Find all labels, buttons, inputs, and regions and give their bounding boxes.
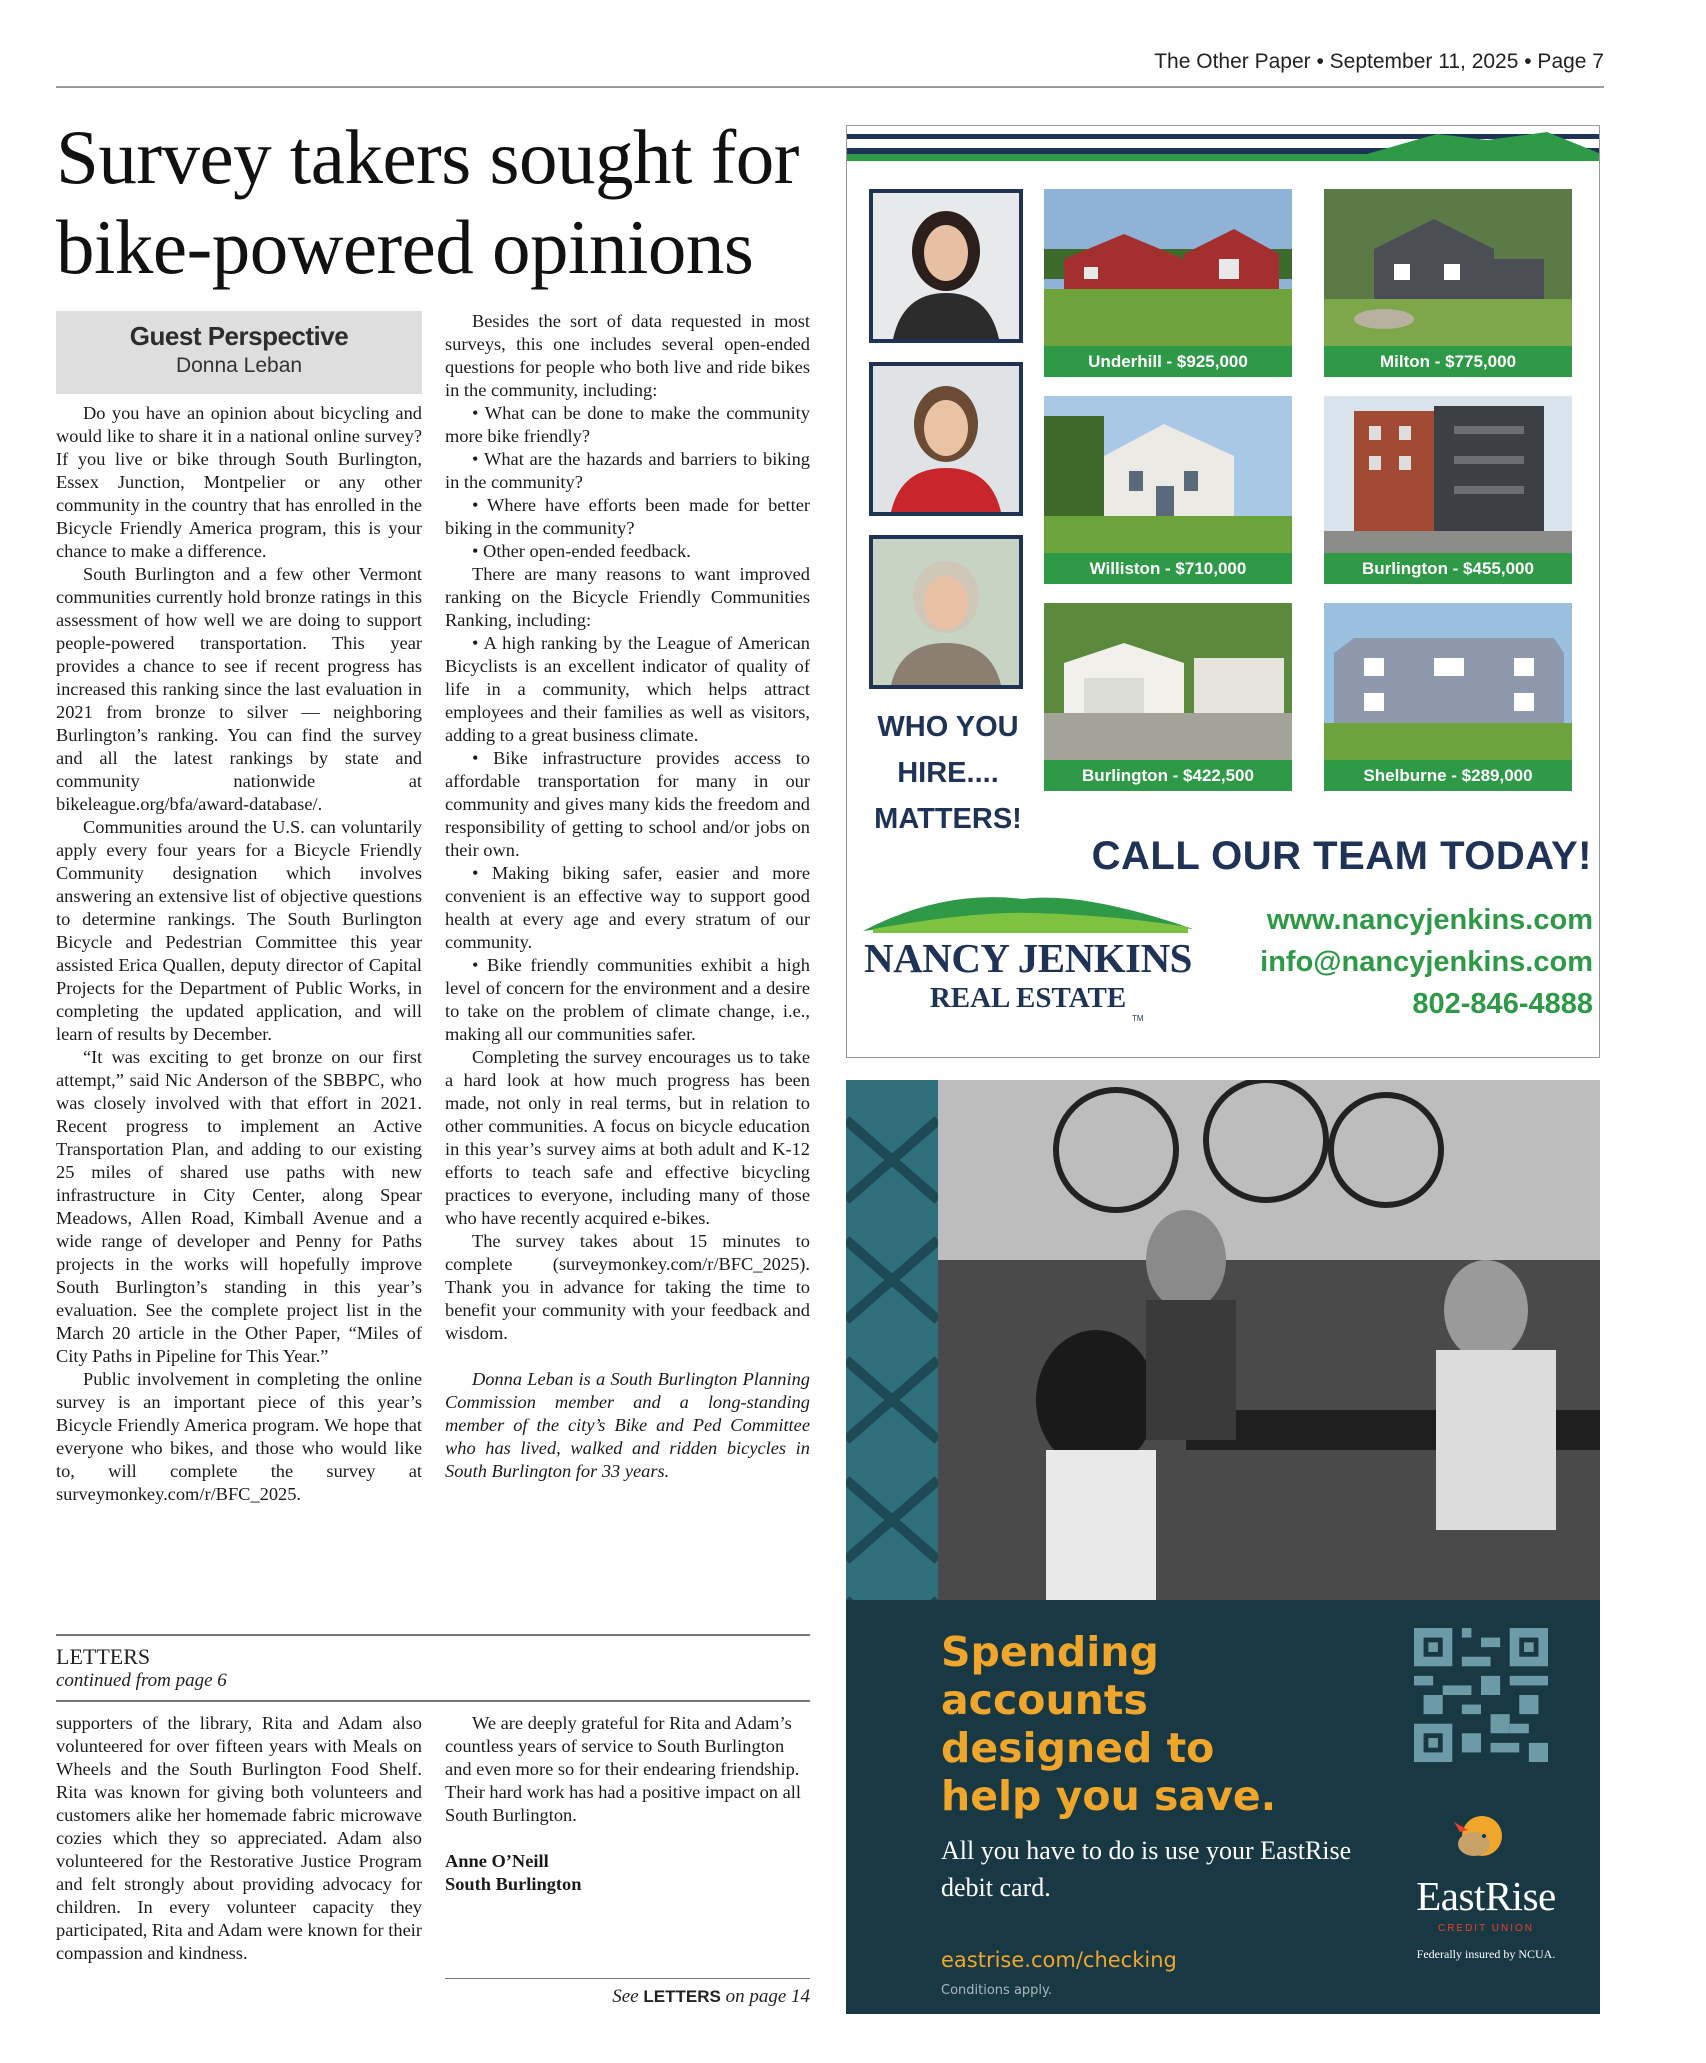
call-to-action: CALL OUR TEAM TODAY! [1091, 834, 1592, 878]
phone-number: 802-846-4888 [1412, 988, 1593, 1020]
tagline-line: WHO YOU [877, 711, 1019, 743]
article-paragraph: There are many reasons to want improved ranking on the Bicycle Friendly Communities Ranking, including: [445, 564, 810, 630]
letters-heading: LETTERS [56, 1644, 151, 1669]
letter-signature-place: South Burlington [445, 1874, 582, 1894]
bank-headline-line: designed to [941, 1724, 1215, 1772]
article-paragraph: Completing the survey encourages us to take a hard look at how much progress has been made, not only in real terms, but in relation to other communities. A focus on bicycle education in this year’s survey aims at both adult and K-12 efforts to teach safe and effective bicycling practices to everyone, including many of those who have recently acquired e-bikes. [445, 1047, 810, 1228]
bullet-item: • A high ranking by the League of American Bicyclists is an excellent indicator of quality of life in a community, which helps attract employees and their families as well as visitors, adding to a great business climate. [445, 633, 810, 745]
ncua-notice: Federally insured by NCUA. [1416, 1947, 1556, 1961]
agent-photo [869, 535, 1023, 689]
listing-card [1324, 396, 1572, 584]
headline-line-2: bike-powered opinions [56, 204, 754, 290]
house-photo [1044, 189, 1292, 346]
letters-continued: continued from page 6 [56, 1670, 227, 1691]
tagline-line: HIRE.... [897, 757, 999, 789]
letter-paragraph: supporters of the library, Rita and Adam also volunteered for over fifteen years with Meals on Wheels and the South Burlington Food Shelf. Rita was known for giving both volunteers and customers alike her homemade fabric microwave cozies which they so appreciated. Adam also volunteered for the Restorative Justice Program and felt strongly about providing advocacy for children. In every volunteer capacity they participated, Rita and Adam were known for their compassion and kindness. [56, 1713, 422, 1963]
listing-label: Shelburne - $289,000 [1324, 760, 1572, 791]
jump-suffix: on page 14 [720, 1986, 810, 2007]
brand-name: NANCY JENKINS [864, 935, 1192, 981]
bullet-item: • Bike friendly communities exhibit a high level of concern for the environment and a desire to take on the problem of climate change, i.e., making all our communities safer. [445, 955, 810, 1044]
house-photo [1044, 603, 1292, 760]
bank-headline [941, 1628, 1371, 1820]
letters-rule [56, 1700, 810, 1702]
house-photo [1324, 189, 1572, 346]
bank-brand-name: EastRise [1416, 1873, 1556, 1919]
article-column-1 [56, 402, 422, 1506]
article-paragraph: South Burlington and a few other Vermont communities currently hold bronze ratings in this assessment of how well we are doing to support people-powered transportation. This year provides a chance to see if recent progress has increased this ranking since the last evaluation in 2021 from bronze to silver — neighboring Burlington’s ranking. You can find the survey and all the latest rankings by state and community nationwide at bikeleague.org/bfa/award-database/. [56, 564, 422, 814]
letter-paragraph: We are deeply grateful for Rita and Adam’s countless years of service to South Burlington and even more so for their endearing friendship. Their hard work has had a positive impact on all South Burlington. [445, 1713, 801, 1825]
jump-prefix: See [612, 1986, 644, 2007]
jump-section: LETTERS [643, 1987, 721, 2006]
bullet-item: • Where have efforts been made for better biking in the community? [445, 495, 810, 538]
author-bio: Donna Leban is a South Burlington Planning Commission member and a long-standing member of the city’s Bike and Ped Committee who has lived, walked and ridden bicycles in South Burlington for 33 years. [445, 1369, 810, 1481]
letters-column-2 [445, 1712, 810, 1896]
bank-headline-line: help you save. [941, 1772, 1277, 1820]
bank-headline-line: Spending [941, 1628, 1159, 1676]
article-paragraph: Besides the sort of data requested in most surveys, this one includes several open-ended questions for people who both live and ride bikes in the community, including: [445, 311, 810, 400]
conditions-text: Conditions apply. [941, 1983, 1052, 1998]
bullet-item: • Making biking safer, easier and more convenient is an effective way to support good health at every age and every stratum of our community. [445, 863, 810, 952]
masthead-rule [56, 86, 1604, 88]
tagline [863, 704, 1033, 842]
bullet-item: • What are the hazards and barriers to biking in the community? [445, 449, 810, 492]
tagline-line: MATTERS! [874, 803, 1022, 835]
bird-logo-icon [1446, 1810, 1506, 1870]
website-link[interactable]: www.nancyjenkins.com [1266, 904, 1593, 936]
trademark: TM [1132, 1014, 1144, 1023]
bullet-item: • Other open-ended feedback. [472, 541, 691, 561]
brand-subtitle: REAL ESTATE [929, 982, 1127, 1014]
house-photo [1324, 396, 1572, 553]
mountain-stripes-graphic [847, 126, 1600, 166]
article-headline [56, 112, 826, 292]
house-photo [1044, 396, 1292, 553]
listing-label: Milton - $775,000 [1324, 346, 1572, 377]
section-label: Guest Perspective [129, 321, 349, 351]
bike-shop-photo [846, 1080, 1600, 1600]
agent-photo [869, 362, 1023, 516]
article-paragraph: “It was exciting to get bronze on our first attempt,” said Nic Anderson of the SBBPC, who was closely involved with that effort in 2021. Recent progress to implement an Active Transportation Plan, and adding to our existing 25 miles of shared use paths with new infrastructure in City Center, along Spear Meadows, Allen Road, Kimball Avenue and a wide range of developer and Penny for Paths projects in the works will hopefully improve South Burlington’s standing in this year’s evaluation. See the complete project list in the March 20 article in the Other Paper, “Miles of City Paths in Pipeline for This Year.” [56, 1047, 422, 1366]
listing-label: Burlington - $455,000 [1324, 553, 1572, 584]
bank-ad-copy [846, 1600, 1600, 2014]
article-paragraph: The survey takes about 15 minutes to complete (surveymonkey.com/r/BFC_2025). Thank you in advance for taking the time to benefit your community with your feedback and wisdom. [445, 1231, 810, 1343]
listing-card [1324, 189, 1572, 377]
house-photo [1324, 603, 1572, 760]
bank-brand-sub: CREDIT UNION [1437, 1923, 1535, 1934]
article-paragraph: Communities around the U.S. can voluntarily apply every four years for a Bicycle Friendly Community designation which involves answering an extensive list of objective questions to determine rankings. The South Burlington Bicycle and Pedestrian Committee this year assisted Erica Quallen, deputy director of Capital Projects for the Department of Public Works, in completing the updated application, and will learn of results by December. [56, 817, 422, 1044]
bank-body-text: All you have to do is use your EastRise debit card. [941, 1836, 1352, 1902]
letters-rule [56, 1634, 810, 1636]
listing-card [1044, 603, 1292, 791]
headline-line-1: Survey takers sought for [56, 114, 799, 200]
letter-signature-name: Anne O’Neill [445, 1851, 549, 1871]
listing-card [1324, 603, 1572, 791]
article-column-2 [445, 310, 810, 1483]
guest-perspective-box [56, 311, 422, 394]
listing-label: Underhill - $925,000 [1044, 346, 1292, 377]
listing-card [1044, 189, 1292, 377]
article-paragraph: Do you have an opinion about bicycling and would like to share it in a national online survey? If you live or bike through South Burlington, Essex Junction, Montpelier or any other community in the country that has enrolled in the Bicycle Friendly America program, this is your chance to make a difference. [56, 403, 422, 561]
author-name: Donna Leban [175, 354, 303, 377]
listing-label: Williston - $710,000 [1044, 553, 1292, 584]
qr-code-icon[interactable] [1414, 1628, 1548, 1762]
letters-end-rule [445, 1978, 810, 1979]
masthead: The Other Paper • September 11, 2025 • Page 7 [1154, 50, 1604, 73]
bullet-item: • Bike infrastructure provides access to affordable transportation for many in our community and gives many kids the freedom and responsibility of getting to school and/or jobs on their own. [445, 748, 810, 860]
email-link[interactable]: info@nancyjenkins.com [1260, 946, 1593, 978]
bank-url-link[interactable]: eastrise.com/checking [941, 1948, 1177, 1972]
bullet-item: • What can be done to make the community more bike friendly? [445, 403, 810, 446]
letters-column-1 [56, 1712, 422, 1965]
agent-photo [869, 189, 1023, 343]
listing-card [1044, 396, 1292, 584]
bank-ad [846, 1080, 1600, 2014]
listing-label: Burlington - $422,500 [1044, 760, 1292, 791]
see-letters-jump [445, 1986, 810, 2008]
bank-headline-line: accounts [941, 1676, 1148, 1724]
article-paragraph: Public involvement in completing the online survey is an important piece of this year’s Bicycle Friendly America program. We hope that everyone who bikes, and those who would like to, will complete the survey at surveymonkey.com/r/BFC_2025. [56, 1369, 422, 1504]
realestate-ad [846, 125, 1600, 1058]
